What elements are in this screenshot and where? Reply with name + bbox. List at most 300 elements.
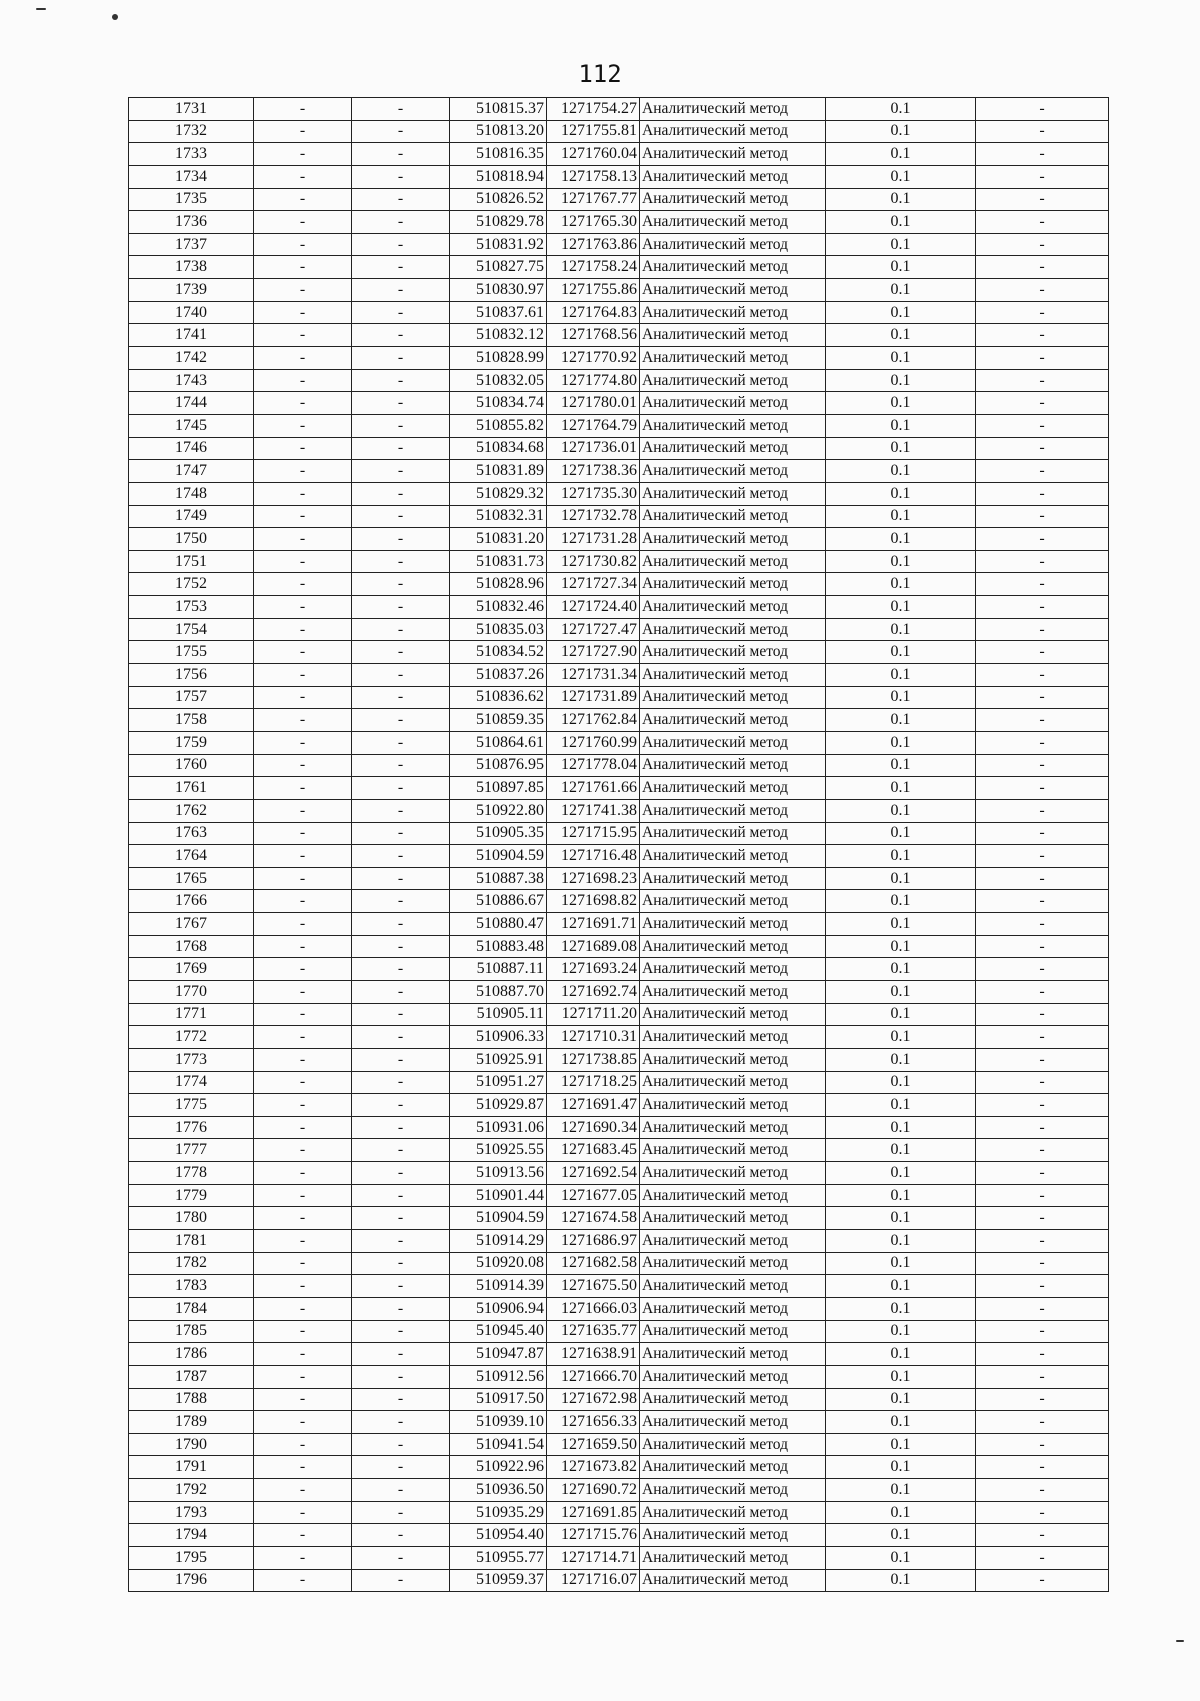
- method-cell: Аналитический метод: [640, 1479, 826, 1502]
- table-row: [129, 1343, 1109, 1366]
- y-coordinate-cell: 1271656.33: [547, 1411, 640, 1434]
- method-cell: Аналитический метод: [640, 573, 826, 596]
- column-2-cell: -: [254, 1026, 352, 1049]
- accuracy-cell: 0.1: [826, 867, 976, 890]
- row-number-cell: 1785: [129, 1320, 254, 1343]
- column-3-cell: -: [352, 596, 450, 619]
- table-row: [129, 301, 1109, 324]
- column-2-cell: -: [254, 550, 352, 573]
- method-cell: Аналитический метод: [640, 1026, 826, 1049]
- last-column-cell: -: [976, 686, 1109, 709]
- x-coordinate-cell: 510834.52: [450, 641, 547, 664]
- table-body: [129, 98, 1109, 1592]
- method-cell: Аналитический метод: [640, 1297, 826, 1320]
- table-row: [129, 980, 1109, 1003]
- row-number-cell: 1738: [129, 256, 254, 279]
- table-row: [129, 256, 1109, 279]
- row-number-cell: 1786: [129, 1343, 254, 1366]
- table-row: [129, 958, 1109, 981]
- x-coordinate-cell: 510886.67: [450, 890, 547, 913]
- y-coordinate-cell: 1271727.90: [547, 641, 640, 664]
- row-number-cell: 1754: [129, 618, 254, 641]
- x-coordinate-cell: 510920.08: [450, 1252, 547, 1275]
- last-column-cell: -: [976, 1388, 1109, 1411]
- column-2-cell: -: [254, 1071, 352, 1094]
- x-coordinate-cell: 510834.74: [450, 392, 547, 415]
- table-row: [129, 1230, 1109, 1253]
- x-coordinate-cell: 510883.48: [450, 935, 547, 958]
- last-column-cell: -: [976, 188, 1109, 211]
- column-3-cell: -: [352, 211, 450, 234]
- y-coordinate-cell: 1271761.66: [547, 777, 640, 800]
- table-row: [129, 1207, 1109, 1230]
- row-number-cell: 1777: [129, 1139, 254, 1162]
- table-row: [129, 1524, 1109, 1547]
- column-2-cell: -: [254, 1094, 352, 1117]
- column-2-cell: -: [254, 528, 352, 551]
- accuracy-cell: 0.1: [826, 437, 976, 460]
- x-coordinate-cell: 510925.91: [450, 1048, 547, 1071]
- x-coordinate-cell: 510837.26: [450, 664, 547, 687]
- table-row: [129, 731, 1109, 754]
- column-2-cell: -: [254, 1388, 352, 1411]
- row-number-cell: 1760: [129, 754, 254, 777]
- column-2-cell: -: [254, 754, 352, 777]
- last-column-cell: -: [976, 1456, 1109, 1479]
- column-3-cell: -: [352, 1252, 450, 1275]
- row-number-cell: 1772: [129, 1026, 254, 1049]
- column-2-cell: -: [254, 980, 352, 1003]
- last-column-cell: -: [976, 98, 1109, 121]
- row-number-cell: 1747: [129, 460, 254, 483]
- accuracy-cell: 0.1: [826, 980, 976, 1003]
- column-2-cell: -: [254, 460, 352, 483]
- table-row: [129, 1569, 1109, 1592]
- table-row: [129, 1071, 1109, 1094]
- last-column-cell: -: [976, 1569, 1109, 1592]
- last-column-cell: -: [976, 414, 1109, 437]
- table-row: [129, 1162, 1109, 1185]
- last-column-cell: -: [976, 1501, 1109, 1524]
- table-row: [129, 528, 1109, 551]
- last-column-cell: -: [976, 1320, 1109, 1343]
- column-3-cell: -: [352, 98, 450, 121]
- accuracy-cell: 0.1: [826, 1343, 976, 1366]
- column-2-cell: -: [254, 935, 352, 958]
- table-row: [129, 1388, 1109, 1411]
- y-coordinate-cell: 1271691.47: [547, 1094, 640, 1117]
- last-column-cell: -: [976, 1207, 1109, 1230]
- accuracy-cell: 0.1: [826, 709, 976, 732]
- column-3-cell: -: [352, 1003, 450, 1026]
- method-cell: Аналитический метод: [640, 165, 826, 188]
- accuracy-cell: 0.1: [826, 1388, 976, 1411]
- column-2-cell: -: [254, 211, 352, 234]
- table-row: [129, 641, 1109, 664]
- table-row: [129, 1275, 1109, 1298]
- y-coordinate-cell: 1271690.72: [547, 1479, 640, 1502]
- y-coordinate-cell: 1271727.34: [547, 573, 640, 596]
- x-coordinate-cell: 510876.95: [450, 754, 547, 777]
- y-coordinate-cell: 1271738.85: [547, 1048, 640, 1071]
- accuracy-cell: 0.1: [826, 505, 976, 528]
- y-coordinate-cell: 1271682.58: [547, 1252, 640, 1275]
- method-cell: Аналитический метод: [640, 1275, 826, 1298]
- column-2-cell: -: [254, 1456, 352, 1479]
- x-coordinate-cell: 510887.11: [450, 958, 547, 981]
- table-row: [129, 414, 1109, 437]
- method-cell: Аналитический метод: [640, 686, 826, 709]
- column-3-cell: -: [352, 958, 450, 981]
- method-cell: Аналитический метод: [640, 1003, 826, 1026]
- column-3-cell: -: [352, 460, 450, 483]
- column-2-cell: -: [254, 324, 352, 347]
- x-coordinate-cell: 510945.40: [450, 1320, 547, 1343]
- column-3-cell: -: [352, 1547, 450, 1570]
- y-coordinate-cell: 1271715.95: [547, 822, 640, 845]
- method-cell: Аналитический метод: [640, 1501, 826, 1524]
- row-number-cell: 1759: [129, 731, 254, 754]
- table-row: [129, 165, 1109, 188]
- x-coordinate-cell: 510836.62: [450, 686, 547, 709]
- accuracy-cell: 0.1: [826, 120, 976, 143]
- row-number-cell: 1735: [129, 188, 254, 211]
- table-row: [129, 935, 1109, 958]
- column-2-cell: -: [254, 1479, 352, 1502]
- column-2-cell: -: [254, 1343, 352, 1366]
- column-2-cell: -: [254, 709, 352, 732]
- column-3-cell: -: [352, 279, 450, 302]
- column-2-cell: -: [254, 777, 352, 800]
- column-3-cell: -: [352, 980, 450, 1003]
- table-row: [129, 482, 1109, 505]
- x-coordinate-cell: 510815.37: [450, 98, 547, 121]
- column-2-cell: -: [254, 958, 352, 981]
- y-coordinate-cell: 1271763.86: [547, 233, 640, 256]
- method-cell: Аналитический метод: [640, 188, 826, 211]
- x-coordinate-cell: 510827.75: [450, 256, 547, 279]
- accuracy-cell: 0.1: [826, 414, 976, 437]
- accuracy-cell: 0.1: [826, 1094, 976, 1117]
- row-number-cell: 1736: [129, 211, 254, 234]
- column-3-cell: -: [352, 1343, 450, 1366]
- last-column-cell: -: [976, 1003, 1109, 1026]
- accuracy-cell: 0.1: [826, 754, 976, 777]
- method-cell: Аналитический метод: [640, 550, 826, 573]
- column-3-cell: -: [352, 890, 450, 913]
- column-3-cell: -: [352, 799, 450, 822]
- column-3-cell: -: [352, 686, 450, 709]
- y-coordinate-cell: 1271689.08: [547, 935, 640, 958]
- row-number-cell: 1792: [129, 1479, 254, 1502]
- method-cell: Аналитический метод: [640, 618, 826, 641]
- x-coordinate-cell: 510941.54: [450, 1433, 547, 1456]
- x-coordinate-cell: 510931.06: [450, 1116, 547, 1139]
- y-coordinate-cell: 1271765.30: [547, 211, 640, 234]
- column-2-cell: -: [254, 392, 352, 415]
- method-cell: Аналитический метод: [640, 980, 826, 1003]
- column-3-cell: -: [352, 1207, 450, 1230]
- method-cell: Аналитический метод: [640, 913, 826, 936]
- column-2-cell: -: [254, 686, 352, 709]
- column-3-cell: -: [352, 347, 450, 370]
- x-coordinate-cell: 510859.35: [450, 709, 547, 732]
- method-cell: Аналитический метод: [640, 1094, 826, 1117]
- column-2-cell: -: [254, 1411, 352, 1434]
- y-coordinate-cell: 1271672.98: [547, 1388, 640, 1411]
- method-cell: Аналитический метод: [640, 369, 826, 392]
- column-3-cell: -: [352, 550, 450, 573]
- column-2-cell: -: [254, 1524, 352, 1547]
- column-2-cell: -: [254, 279, 352, 302]
- method-cell: Аналитический метод: [640, 143, 826, 166]
- accuracy-cell: 0.1: [826, 1501, 976, 1524]
- column-3-cell: -: [352, 1094, 450, 1117]
- column-3-cell: -: [352, 233, 450, 256]
- method-cell: Аналитический метод: [640, 1524, 826, 1547]
- method-cell: Аналитический метод: [640, 664, 826, 687]
- last-column-cell: -: [976, 935, 1109, 958]
- accuracy-cell: 0.1: [826, 664, 976, 687]
- column-3-cell: -: [352, 913, 450, 936]
- table-row: [129, 845, 1109, 868]
- x-coordinate-cell: 510939.10: [450, 1411, 547, 1434]
- y-coordinate-cell: 1271732.78: [547, 505, 640, 528]
- accuracy-cell: 0.1: [826, 1479, 976, 1502]
- last-column-cell: -: [976, 1048, 1109, 1071]
- y-coordinate-cell: 1271755.81: [547, 120, 640, 143]
- column-3-cell: -: [352, 1026, 450, 1049]
- x-coordinate-cell: 510906.33: [450, 1026, 547, 1049]
- row-number-cell: 1788: [129, 1388, 254, 1411]
- method-cell: Аналитический метод: [640, 1320, 826, 1343]
- accuracy-cell: 0.1: [826, 460, 976, 483]
- row-number-cell: 1744: [129, 392, 254, 415]
- accuracy-cell: 0.1: [826, 641, 976, 664]
- x-coordinate-cell: 510816.35: [450, 143, 547, 166]
- row-number-cell: 1765: [129, 867, 254, 890]
- y-coordinate-cell: 1271714.71: [547, 1547, 640, 1570]
- column-2-cell: -: [254, 1207, 352, 1230]
- x-coordinate-cell: 510828.99: [450, 347, 547, 370]
- row-number-cell: 1790: [129, 1433, 254, 1456]
- table-row: [129, 324, 1109, 347]
- column-3-cell: -: [352, 1162, 450, 1185]
- table-row: [129, 596, 1109, 619]
- last-column-cell: -: [976, 573, 1109, 596]
- last-column-cell: -: [976, 641, 1109, 664]
- table-row: [129, 754, 1109, 777]
- accuracy-cell: 0.1: [826, 573, 976, 596]
- table-row: [129, 369, 1109, 392]
- column-2-cell: -: [254, 867, 352, 890]
- method-cell: Аналитический метод: [640, 233, 826, 256]
- accuracy-cell: 0.1: [826, 1411, 976, 1434]
- row-number-cell: 1742: [129, 347, 254, 370]
- last-column-cell: -: [976, 528, 1109, 551]
- y-coordinate-cell: 1271724.40: [547, 596, 640, 619]
- accuracy-cell: 0.1: [826, 301, 976, 324]
- table-row: [129, 460, 1109, 483]
- column-3-cell: -: [352, 1433, 450, 1456]
- accuracy-cell: 0.1: [826, 1230, 976, 1253]
- table-row: [129, 1320, 1109, 1343]
- method-cell: Аналитический метод: [640, 482, 826, 505]
- table-row: [129, 1297, 1109, 1320]
- column-2-cell: -: [254, 505, 352, 528]
- last-column-cell: -: [976, 709, 1109, 732]
- row-number-cell: 1731: [129, 98, 254, 121]
- accuracy-cell: 0.1: [826, 777, 976, 800]
- x-coordinate-cell: 510955.77: [450, 1547, 547, 1570]
- row-number-cell: 1796: [129, 1569, 254, 1592]
- column-3-cell: -: [352, 437, 450, 460]
- last-column-cell: -: [976, 279, 1109, 302]
- table-row: [129, 437, 1109, 460]
- accuracy-cell: 0.1: [826, 1184, 976, 1207]
- y-coordinate-cell: 1271735.30: [547, 482, 640, 505]
- y-coordinate-cell: 1271692.54: [547, 1162, 640, 1185]
- accuracy-cell: 0.1: [826, 347, 976, 370]
- y-coordinate-cell: 1271686.97: [547, 1230, 640, 1253]
- column-2-cell: -: [254, 1320, 352, 1343]
- accuracy-cell: 0.1: [826, 256, 976, 279]
- row-number-cell: 1745: [129, 414, 254, 437]
- accuracy-cell: 0.1: [826, 279, 976, 302]
- column-3-cell: -: [352, 777, 450, 800]
- x-coordinate-cell: 510959.37: [450, 1569, 547, 1592]
- accuracy-cell: 0.1: [826, 1139, 976, 1162]
- last-column-cell: -: [976, 347, 1109, 370]
- x-coordinate-cell: 510906.94: [450, 1297, 547, 1320]
- column-3-cell: -: [352, 1275, 450, 1298]
- column-3-cell: -: [352, 822, 450, 845]
- last-column-cell: -: [976, 1479, 1109, 1502]
- column-2-cell: -: [254, 1116, 352, 1139]
- row-number-cell: 1752: [129, 573, 254, 596]
- table-row: [129, 777, 1109, 800]
- accuracy-cell: 0.1: [826, 1433, 976, 1456]
- row-number-cell: 1769: [129, 958, 254, 981]
- table-row: [129, 98, 1109, 121]
- method-cell: Аналитический метод: [640, 1365, 826, 1388]
- column-2-cell: -: [254, 664, 352, 687]
- method-cell: Аналитический метод: [640, 867, 826, 890]
- x-coordinate-cell: 510864.61: [450, 731, 547, 754]
- method-cell: Аналитический метод: [640, 460, 826, 483]
- scan-speck: [1176, 1640, 1184, 1642]
- x-coordinate-cell: 510837.61: [450, 301, 547, 324]
- table-row: [129, 709, 1109, 732]
- table-row: [129, 505, 1109, 528]
- method-cell: Аналитический метод: [640, 324, 826, 347]
- table-row: [129, 1501, 1109, 1524]
- x-coordinate-cell: 510914.39: [450, 1275, 547, 1298]
- accuracy-cell: 0.1: [826, 596, 976, 619]
- coordinates-table: [128, 97, 1109, 1592]
- row-number-cell: 1771: [129, 1003, 254, 1026]
- column-2-cell: -: [254, 1184, 352, 1207]
- method-cell: Аналитический метод: [640, 1252, 826, 1275]
- method-cell: Аналитический метод: [640, 1230, 826, 1253]
- x-coordinate-cell: 510831.20: [450, 528, 547, 551]
- row-number-cell: 1787: [129, 1365, 254, 1388]
- last-column-cell: -: [976, 867, 1109, 890]
- x-coordinate-cell: 510829.78: [450, 211, 547, 234]
- last-column-cell: -: [976, 1365, 1109, 1388]
- method-cell: Аналитический метод: [640, 641, 826, 664]
- last-column-cell: -: [976, 1343, 1109, 1366]
- table-row: [129, 1003, 1109, 1026]
- column-3-cell: -: [352, 935, 450, 958]
- last-column-cell: -: [976, 731, 1109, 754]
- y-coordinate-cell: 1271770.92: [547, 347, 640, 370]
- table-row: [129, 1365, 1109, 1388]
- column-3-cell: -: [352, 1388, 450, 1411]
- y-coordinate-cell: 1271659.50: [547, 1433, 640, 1456]
- column-2-cell: -: [254, 188, 352, 211]
- column-2-cell: -: [254, 347, 352, 370]
- x-coordinate-cell: 510831.73: [450, 550, 547, 573]
- accuracy-cell: 0.1: [826, 550, 976, 573]
- column-3-cell: -: [352, 301, 450, 324]
- accuracy-cell: 0.1: [826, 482, 976, 505]
- table-row: [129, 1456, 1109, 1479]
- row-number-cell: 1737: [129, 233, 254, 256]
- x-coordinate-cell: 510855.82: [450, 414, 547, 437]
- y-coordinate-cell: 1271718.25: [547, 1071, 640, 1094]
- x-coordinate-cell: 510880.47: [450, 913, 547, 936]
- x-coordinate-cell: 510832.31: [450, 505, 547, 528]
- y-coordinate-cell: 1271698.23: [547, 867, 640, 890]
- column-3-cell: -: [352, 1297, 450, 1320]
- row-number-cell: 1783: [129, 1275, 254, 1298]
- last-column-cell: -: [976, 165, 1109, 188]
- x-coordinate-cell: 510925.55: [450, 1139, 547, 1162]
- table-row: [129, 1252, 1109, 1275]
- y-coordinate-cell: 1271738.36: [547, 460, 640, 483]
- row-number-cell: 1791: [129, 1456, 254, 1479]
- column-2-cell: -: [254, 1297, 352, 1320]
- row-number-cell: 1774: [129, 1071, 254, 1094]
- method-cell: Аналитический метод: [640, 1343, 826, 1366]
- x-coordinate-cell: 510922.96: [450, 1456, 547, 1479]
- y-coordinate-cell: 1271760.04: [547, 143, 640, 166]
- accuracy-cell: 0.1: [826, 369, 976, 392]
- accuracy-cell: 0.1: [826, 143, 976, 166]
- x-coordinate-cell: 510936.50: [450, 1479, 547, 1502]
- row-number-cell: 1741: [129, 324, 254, 347]
- column-2-cell: -: [254, 641, 352, 664]
- y-coordinate-cell: 1271755.86: [547, 279, 640, 302]
- last-column-cell: -: [976, 1411, 1109, 1434]
- last-column-cell: -: [976, 120, 1109, 143]
- row-number-cell: 1757: [129, 686, 254, 709]
- accuracy-cell: 0.1: [826, 1048, 976, 1071]
- x-coordinate-cell: 510832.46: [450, 596, 547, 619]
- row-number-cell: 1764: [129, 845, 254, 868]
- y-coordinate-cell: 1271741.38: [547, 799, 640, 822]
- column-3-cell: -: [352, 1524, 450, 1547]
- y-coordinate-cell: 1271673.82: [547, 1456, 640, 1479]
- accuracy-cell: 0.1: [826, 1116, 976, 1139]
- column-2-cell: -: [254, 1252, 352, 1275]
- table-row: [129, 822, 1109, 845]
- x-coordinate-cell: 510929.87: [450, 1094, 547, 1117]
- column-3-cell: -: [352, 1501, 450, 1524]
- column-3-cell: -: [352, 664, 450, 687]
- column-2-cell: -: [254, 1501, 352, 1524]
